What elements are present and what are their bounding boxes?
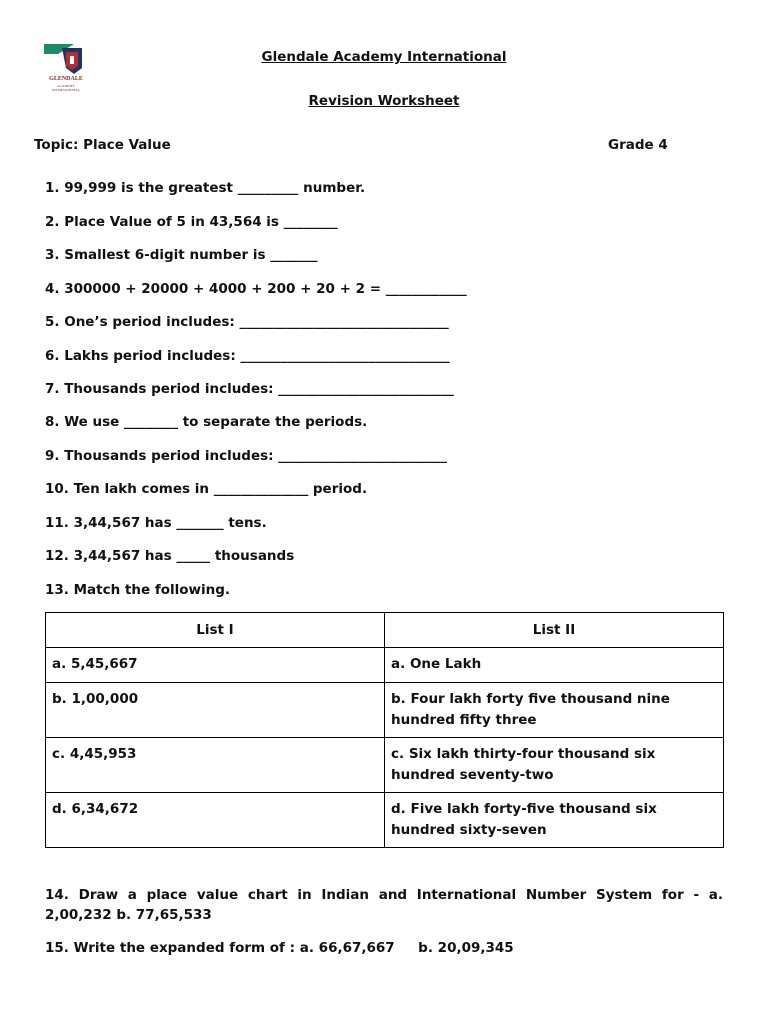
question-15: 15. Write the expanded form of : a. 66,67,667 b. 20,09,345 bbox=[45, 940, 514, 956]
question-5: 5. One’s period includes: _______________________________ bbox=[45, 314, 449, 330]
match-table bbox=[45, 612, 724, 848]
question-3: 3. Smallest 6-digit number is _______ bbox=[45, 247, 318, 263]
list-1-cell: b. 1,00,000 bbox=[46, 683, 385, 738]
table-row bbox=[46, 738, 724, 793]
school-title: Glendale Academy International bbox=[261, 49, 507, 65]
grade-label: Grade 4 bbox=[608, 137, 668, 153]
list-1-cell: d. 6,34,672 bbox=[46, 793, 385, 848]
question-1: 1. 99,999 is the greatest _________ number. bbox=[45, 180, 366, 196]
question-8: 8. We use ________ to separate the periods. bbox=[45, 414, 368, 430]
logo-text: GLENDALE bbox=[49, 76, 83, 82]
list-2-cell: d. Five lakh forty-five thousand six hundred sixty-seven bbox=[385, 793, 724, 848]
list-2-cell: c. Six lakh thirty-four thousand six hundred seventy-two bbox=[385, 738, 724, 793]
column-header-list-1: List I bbox=[46, 613, 385, 648]
question-10: 10. Ten lakh comes in ______________ period. bbox=[45, 481, 368, 497]
table-row bbox=[46, 793, 724, 848]
question-14: 14. Draw a place value chart in Indian and International Number System for - a. 2,00,232 b. 77,65,533 bbox=[45, 887, 723, 923]
table-header-row bbox=[46, 613, 724, 648]
column-header-list-2: List II bbox=[385, 613, 724, 648]
question-13: 13. Match the following. bbox=[45, 582, 231, 598]
logo-subtext: ACADEMY INTERNATIONAL bbox=[52, 84, 80, 92]
list-1-cell: c. 4,45,953 bbox=[46, 738, 385, 793]
list-1-cell: a. 5,45,667 bbox=[46, 648, 385, 683]
table-row bbox=[46, 648, 724, 683]
question-6: 6. Lakhs period includes: _______________________________ bbox=[45, 348, 450, 364]
question-4: 4. 300000 + 20000 + 4000 + 200 + 20 + 2 = ____________ bbox=[45, 281, 467, 297]
list-2-cell: a. One Lakh bbox=[385, 648, 724, 683]
list-2-cell: b. Four lakh forty five thousand nine hundred fifty three bbox=[385, 683, 724, 738]
question-2: 2. Place Value of 5 in 43,564 is ________ bbox=[45, 214, 338, 230]
question-12: 12. 3,44,567 has _____ thousands bbox=[45, 548, 295, 564]
table-row bbox=[46, 683, 724, 738]
worksheet-title: Revision Worksheet bbox=[308, 93, 460, 109]
question-9: 9. Thousands period includes: _________________________ bbox=[45, 448, 448, 464]
question-7: 7. Thousands period includes: __________________________ bbox=[45, 381, 454, 397]
question-11: 11. 3,44,567 has _______ tens. bbox=[45, 515, 267, 531]
topic-label: Topic: Place Value bbox=[34, 137, 171, 153]
